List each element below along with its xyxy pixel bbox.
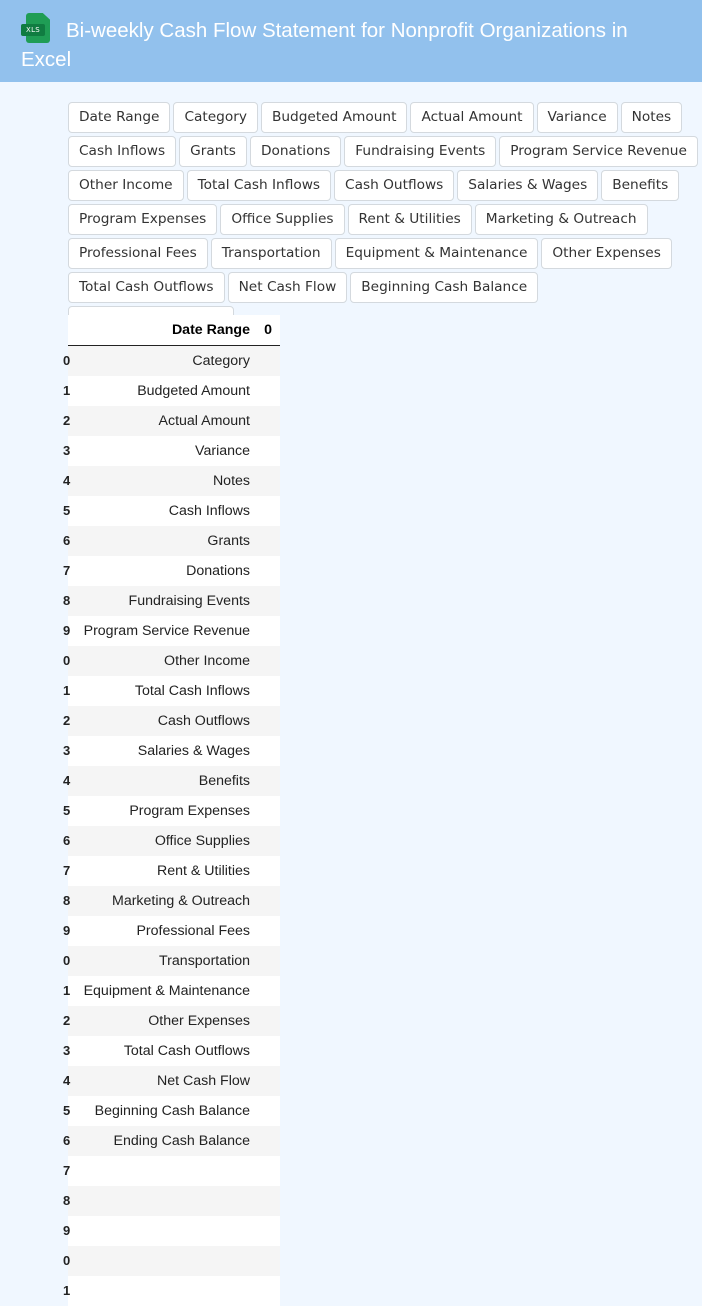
column-tag-button[interactable]: Benefits (601, 170, 679, 201)
table-row (63, 1096, 280, 1126)
table-row (63, 736, 280, 766)
column-tag-button[interactable]: Other Expenses (541, 238, 671, 269)
table-row (63, 376, 280, 406)
row-label: Cash Outflows (157, 713, 250, 729)
table-row (63, 1216, 280, 1246)
column-tag-button[interactable]: Beginning Cash Balance (350, 272, 538, 303)
row-label: Total Cash Outflows (123, 1043, 250, 1059)
row-label: Equipment & Maintenance (83, 983, 250, 999)
column-tag-button[interactable]: Date Range (68, 102, 170, 133)
table-row (63, 646, 280, 676)
row-label: Notes (212, 473, 250, 489)
row-index: 0 (63, 353, 71, 368)
table-row (63, 586, 280, 616)
column-tag-button[interactable]: Total Cash Inflows (187, 170, 331, 201)
column-tag-button[interactable]: Office Supplies (220, 204, 344, 235)
table-row (63, 706, 280, 736)
table-row (63, 946, 280, 976)
table-row (63, 826, 280, 856)
row-label: Other Income (164, 653, 250, 669)
row-index: 3 (63, 443, 71, 458)
row-index: 4 (63, 1073, 71, 1088)
column-tag-button[interactable]: Rent & Utilities (348, 204, 472, 235)
row-label: Professional Fees (136, 923, 250, 939)
row-label: Other Expenses (148, 1013, 250, 1029)
row-index: 8 (63, 893, 71, 908)
column-tag-button[interactable]: Equipment & Maintenance (335, 238, 539, 269)
row-index: 4 (63, 773, 71, 788)
table-row (63, 436, 280, 466)
row-index: 0 (63, 653, 71, 668)
column-tag-button[interactable]: Actual Amount (410, 102, 533, 133)
table-row (63, 676, 280, 706)
column-tag-button[interactable]: Category (173, 102, 258, 133)
row-index: 3 (63, 743, 71, 758)
row-label: Office Supplies (154, 833, 250, 849)
table-row (63, 496, 280, 526)
column-tag-button[interactable]: Cash Inflows (68, 136, 176, 167)
row-index: 5 (63, 503, 71, 518)
table-row (63, 916, 280, 946)
data-table (63, 315, 280, 1298)
table-row (63, 1156, 280, 1186)
row-index: 1 (63, 1283, 71, 1298)
page-title: Bi-weekly Cash Flow Statement for Nonprofit Organizations in Excel (21, 19, 628, 71)
table-row (63, 976, 280, 1006)
column-tag-button[interactable]: Donations (250, 136, 341, 167)
table-row (63, 886, 280, 916)
row-index: 7 (63, 1163, 71, 1178)
table-row (63, 1066, 280, 1096)
row-label: Marketing & Outreach (112, 893, 250, 909)
table-row (63, 1186, 280, 1216)
table-row (63, 1246, 280, 1276)
row-label: Rent & Utilities (156, 863, 250, 879)
column-tag-button[interactable]: Marketing & Outreach (475, 204, 648, 235)
column-tag-button[interactable]: Fundraising Events (344, 136, 496, 167)
table-row (63, 1036, 280, 1066)
row-index: 5 (63, 1103, 71, 1118)
row-index: 8 (63, 593, 71, 608)
column-tag-button[interactable]: Budgeted Amount (261, 102, 407, 133)
column-tag-button[interactable]: Net Cash Flow (228, 272, 348, 303)
row-index: 8 (63, 1193, 71, 1208)
row-index: 6 (63, 533, 71, 548)
excel-file-icon-label: XLS (21, 24, 45, 36)
row-label: Cash Inflows (168, 503, 250, 519)
column-tag-button[interactable]: Program Service Revenue (499, 136, 698, 167)
row-index: 1 (63, 983, 71, 998)
column-tag-button[interactable]: Professional Fees (68, 238, 208, 269)
row-label: Program Expenses (129, 803, 250, 819)
table-row (63, 406, 280, 436)
row-index: 9 (63, 923, 71, 938)
row-index: 1 (63, 383, 71, 398)
column-tag-button[interactable]: Notes (621, 102, 683, 133)
column-tag-button[interactable]: Variance (537, 102, 618, 133)
column-tag-button[interactable]: Total Cash Outflows (68, 272, 225, 303)
row-index: 3 (63, 1043, 71, 1058)
table-row (63, 1006, 280, 1036)
table-row (63, 616, 280, 646)
table-row (63, 1276, 280, 1306)
table-header-row (68, 315, 280, 346)
row-index: 2 (63, 713, 71, 728)
row-label: Actual Amount (158, 413, 250, 429)
table-row (63, 856, 280, 886)
page-header (0, 0, 702, 82)
row-label: Benefits (198, 773, 250, 789)
row-label: Grants (207, 533, 250, 549)
table-row (63, 796, 280, 826)
column-tag-button[interactable]: Grants (179, 136, 247, 167)
table-row (63, 556, 280, 586)
column-tag-button[interactable]: Program Expenses (68, 204, 217, 235)
row-index: 0 (63, 953, 71, 968)
column-tag-button[interactable]: Other Income (68, 170, 184, 201)
table-row (63, 466, 280, 496)
row-index: 9 (63, 623, 71, 638)
row-index: 4 (63, 473, 71, 488)
row-label: Net Cash Flow (156, 1073, 250, 1089)
row-label: Fundraising Events (128, 593, 250, 609)
row-index: 7 (63, 563, 71, 578)
row-label: Beginning Cash Balance (94, 1103, 250, 1119)
table-body (63, 346, 280, 1306)
table-row (63, 526, 280, 556)
table-row (63, 346, 280, 376)
column-tag-button[interactable]: Salaries & Wages (457, 170, 598, 201)
column-tag-list (68, 102, 700, 337)
table-header-label: Date Range (171, 322, 250, 338)
row-label: Total Cash Inflows (134, 683, 250, 699)
row-label: Category (192, 353, 250, 369)
column-tag-button[interactable]: Transportation (211, 238, 332, 269)
row-index: 2 (63, 1013, 71, 1028)
row-index: 6 (63, 1133, 71, 1148)
table-header-column-0: 0 (264, 322, 272, 338)
row-index: 5 (63, 803, 71, 818)
row-index: 7 (63, 863, 71, 878)
column-tag-button[interactable]: Cash Outflows (334, 170, 454, 201)
row-label: Program Service Revenue (83, 623, 250, 639)
row-label: Variance (195, 443, 250, 459)
row-index: 6 (63, 833, 71, 848)
row-label: Budgeted Amount (137, 383, 250, 399)
excel-file-icon (21, 13, 51, 43)
row-label: Ending Cash Balance (113, 1133, 250, 1149)
row-index: 1 (63, 683, 71, 698)
row-index: 2 (63, 413, 71, 428)
row-index: 9 (63, 1223, 71, 1238)
row-label: Transportation (159, 953, 250, 969)
table-row (63, 766, 280, 796)
row-index: 0 (63, 1253, 71, 1268)
table-row (63, 1126, 280, 1156)
row-label: Salaries & Wages (137, 743, 250, 759)
row-label: Donations (186, 563, 250, 579)
